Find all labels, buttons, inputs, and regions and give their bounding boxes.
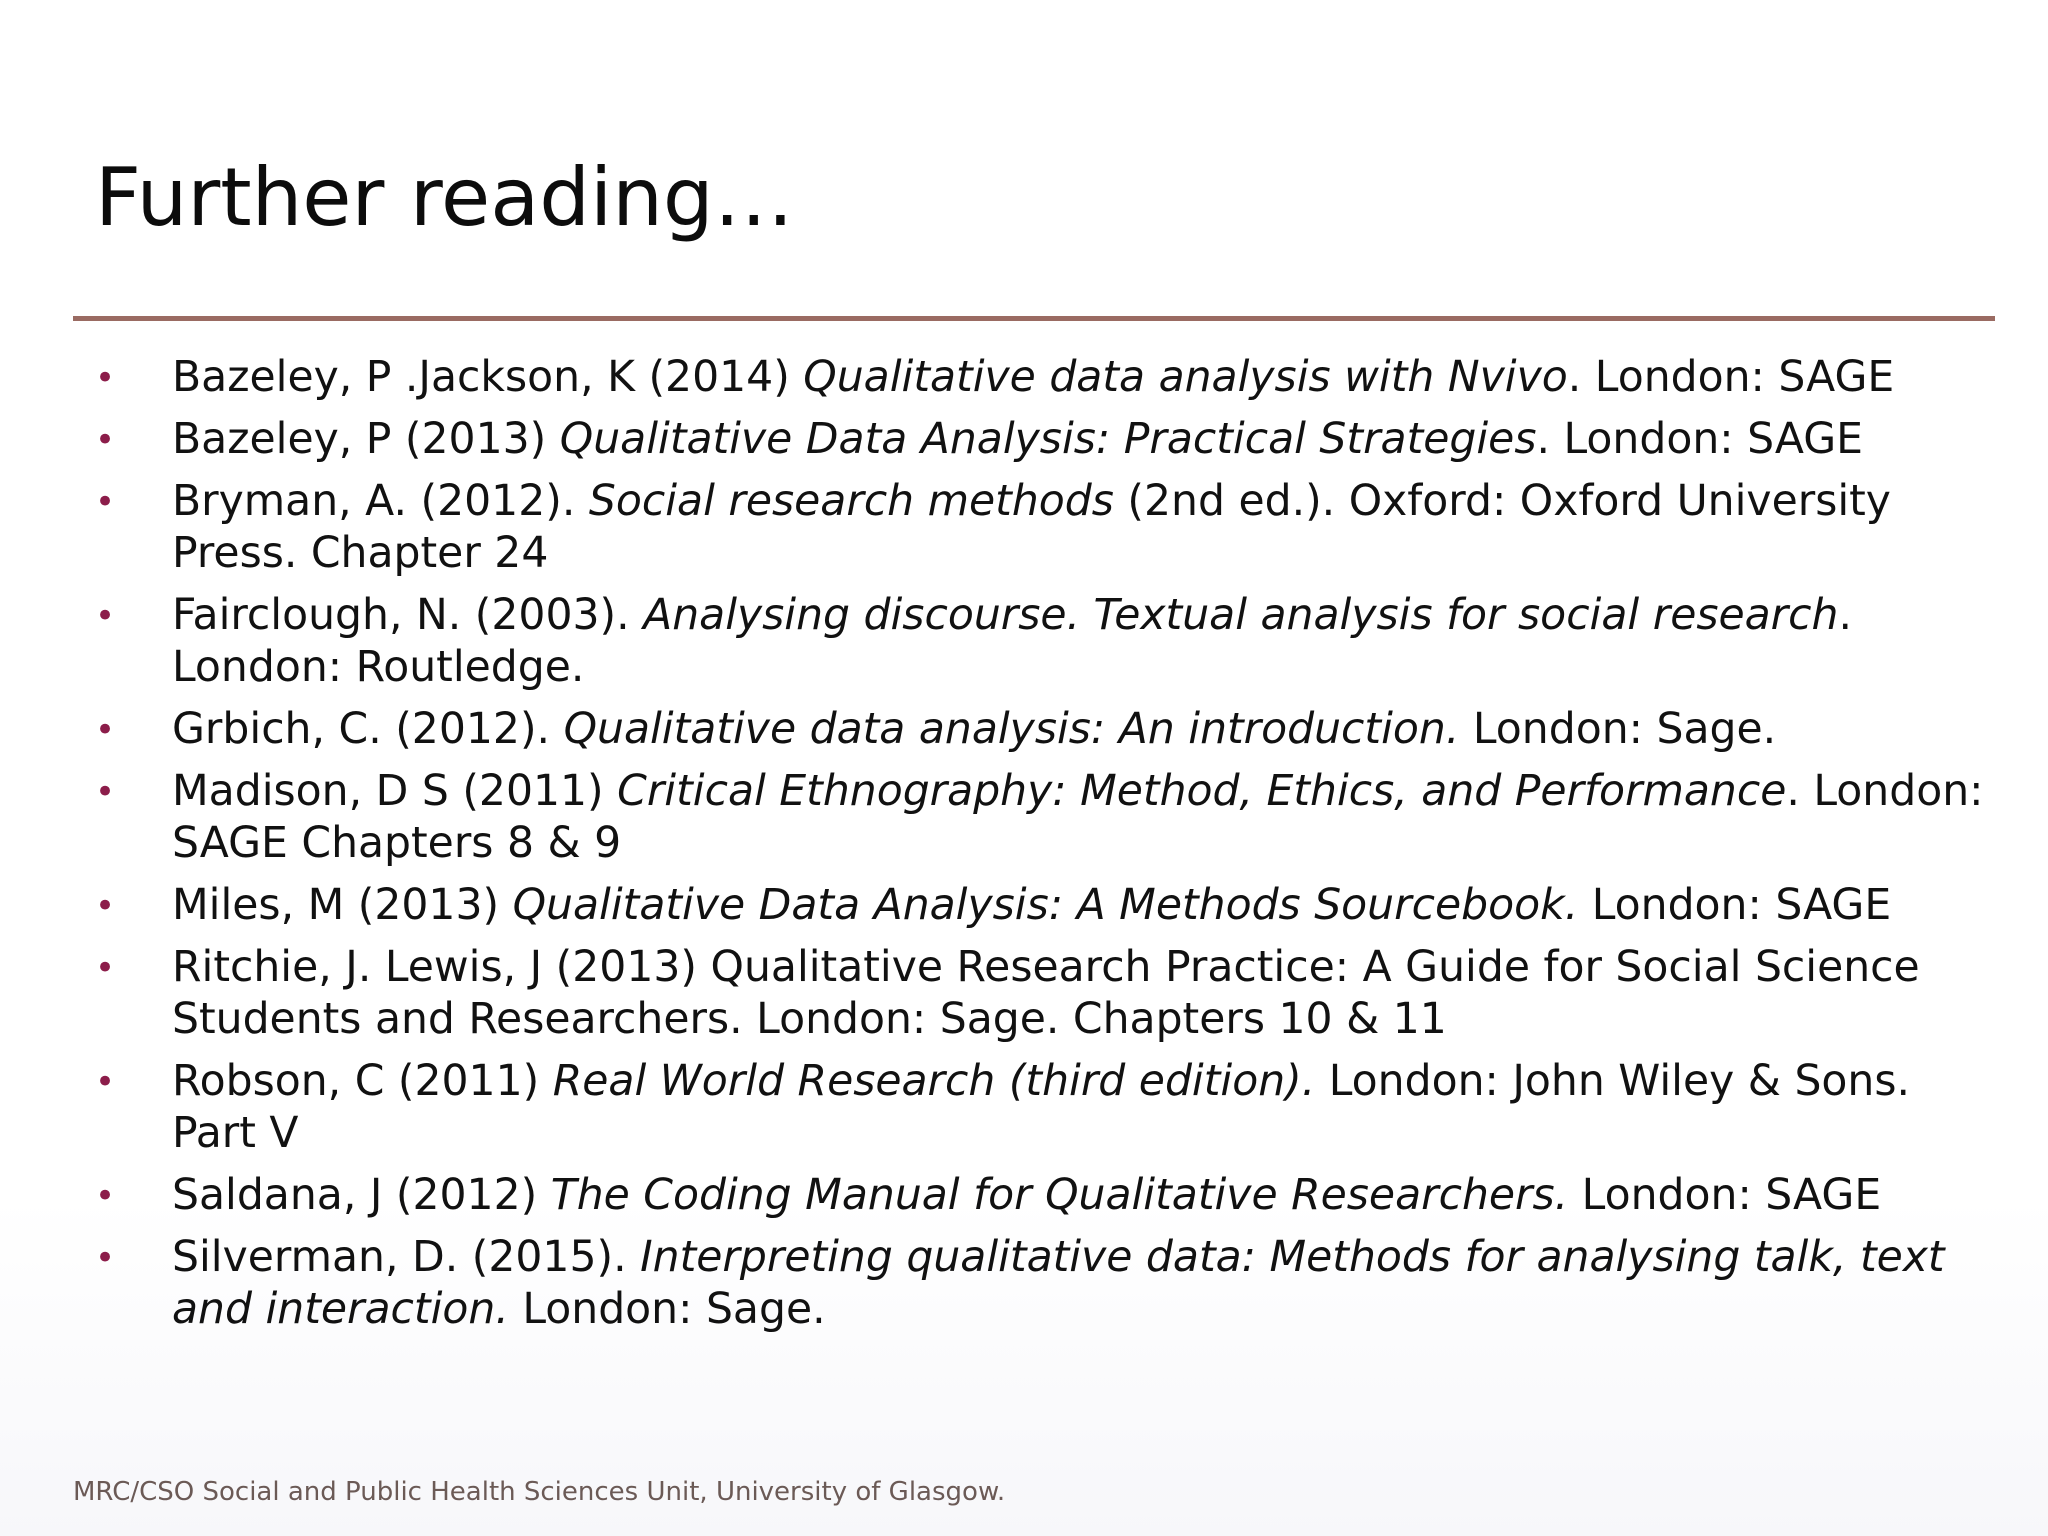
reference-authors: Bazeley, P .Jackson, K (2014) xyxy=(172,353,804,402)
reference-title: Social research methods xyxy=(588,477,1114,526)
reference-title: Qualitative data analysis with Nvivo xyxy=(803,353,1568,402)
reference-list xyxy=(95,352,1995,1346)
reference-item xyxy=(95,352,1995,404)
reference-publisher: (2nd ed.). Oxford: Oxford University Press. Chapter 24 xyxy=(172,477,1891,578)
reference-title: Qualitative Data Analysis: A Methods Sourcebook. xyxy=(512,881,1579,930)
reference-item xyxy=(95,880,1995,932)
reference-authors: Madison, D S (2011) xyxy=(172,767,618,816)
reference-publisher: . London: SAGE Chapters 8 & 9 xyxy=(172,767,1984,868)
bullet-icon: • xyxy=(95,1176,116,1216)
reference-item xyxy=(95,414,1995,466)
reference-publisher: London: SAGE xyxy=(1578,881,1892,930)
reference-publisher: . London: SAGE xyxy=(1536,415,1863,464)
reference-authors: Miles, M (2013) xyxy=(172,881,513,930)
reference-authors: Fairclough, N. (2003). xyxy=(172,591,644,640)
bullet-icon: • xyxy=(95,596,116,636)
reference-authors: Ritchie, J. Lewis, J (2013) Qualitative Research Practice: A Guide for Social Science Students and Researchers. London: Sage. Chapters 10 & 11 xyxy=(172,943,1920,1044)
reference-item xyxy=(95,1232,1995,1336)
bullet-icon: • xyxy=(95,710,116,750)
bullet-icon: • xyxy=(95,1062,116,1102)
title-divider xyxy=(73,316,1995,321)
reference-item xyxy=(95,1170,1995,1222)
reference-publisher: London: SAGE xyxy=(1568,1171,1882,1220)
bullet-icon: • xyxy=(95,1238,116,1278)
bullet-icon: • xyxy=(95,482,116,522)
reference-item xyxy=(95,1056,1995,1160)
reference-item xyxy=(95,590,1995,694)
reference-publisher: London: John Wiley & Sons. Part V xyxy=(172,1057,1911,1158)
reference-publisher: . London: Routledge. xyxy=(172,591,1852,692)
reference-title: Interpreting qualitative data: Methods for analysing talk, text and interaction. xyxy=(172,1233,1945,1334)
reference-item xyxy=(95,704,1995,756)
reference-authors: Saldana, J (2012) xyxy=(172,1171,551,1220)
slide-title: Further reading… xyxy=(95,151,794,244)
reference-publisher: London: Sage. xyxy=(1459,705,1777,754)
reference-item xyxy=(95,766,1995,870)
reference-title: Analysing discourse. Textual analysis for social research xyxy=(643,591,1839,640)
reference-authors: Bryman, A. (2012). xyxy=(172,477,589,526)
footer-institution: MRC/CSO Social and Public Health Sciences Unit, University of Glasgow. xyxy=(73,1477,1006,1507)
reference-item xyxy=(95,476,1995,580)
reference-title: Qualitative Data Analysis: Practical Strategies xyxy=(559,415,1537,464)
reference-authors: Robson, C (2011) xyxy=(172,1057,553,1106)
reference-authors: Grbich, C. (2012). xyxy=(172,705,564,754)
reference-item xyxy=(95,942,1995,1046)
bullet-icon: • xyxy=(95,358,116,398)
reference-title: The Coding Manual for Qualitative Researchers. xyxy=(550,1171,1569,1220)
bullet-icon: • xyxy=(95,772,116,812)
reference-title: Critical Ethnography: Method, Ethics, and Performance xyxy=(617,767,1787,816)
reference-publisher: . London: SAGE xyxy=(1567,353,1895,402)
reference-authors: Silverman, D. (2015). xyxy=(172,1233,641,1282)
reference-publisher: London: Sage. xyxy=(508,1285,826,1334)
bullet-icon: • xyxy=(95,886,116,926)
reference-title: Qualitative data analysis: An introduction. xyxy=(563,705,1460,754)
bullet-icon: • xyxy=(95,420,116,460)
bullet-icon: • xyxy=(95,948,116,988)
reference-authors: Bazeley, P (2013) xyxy=(172,415,560,464)
reference-title: Real World Research (third edition). xyxy=(552,1057,1316,1106)
